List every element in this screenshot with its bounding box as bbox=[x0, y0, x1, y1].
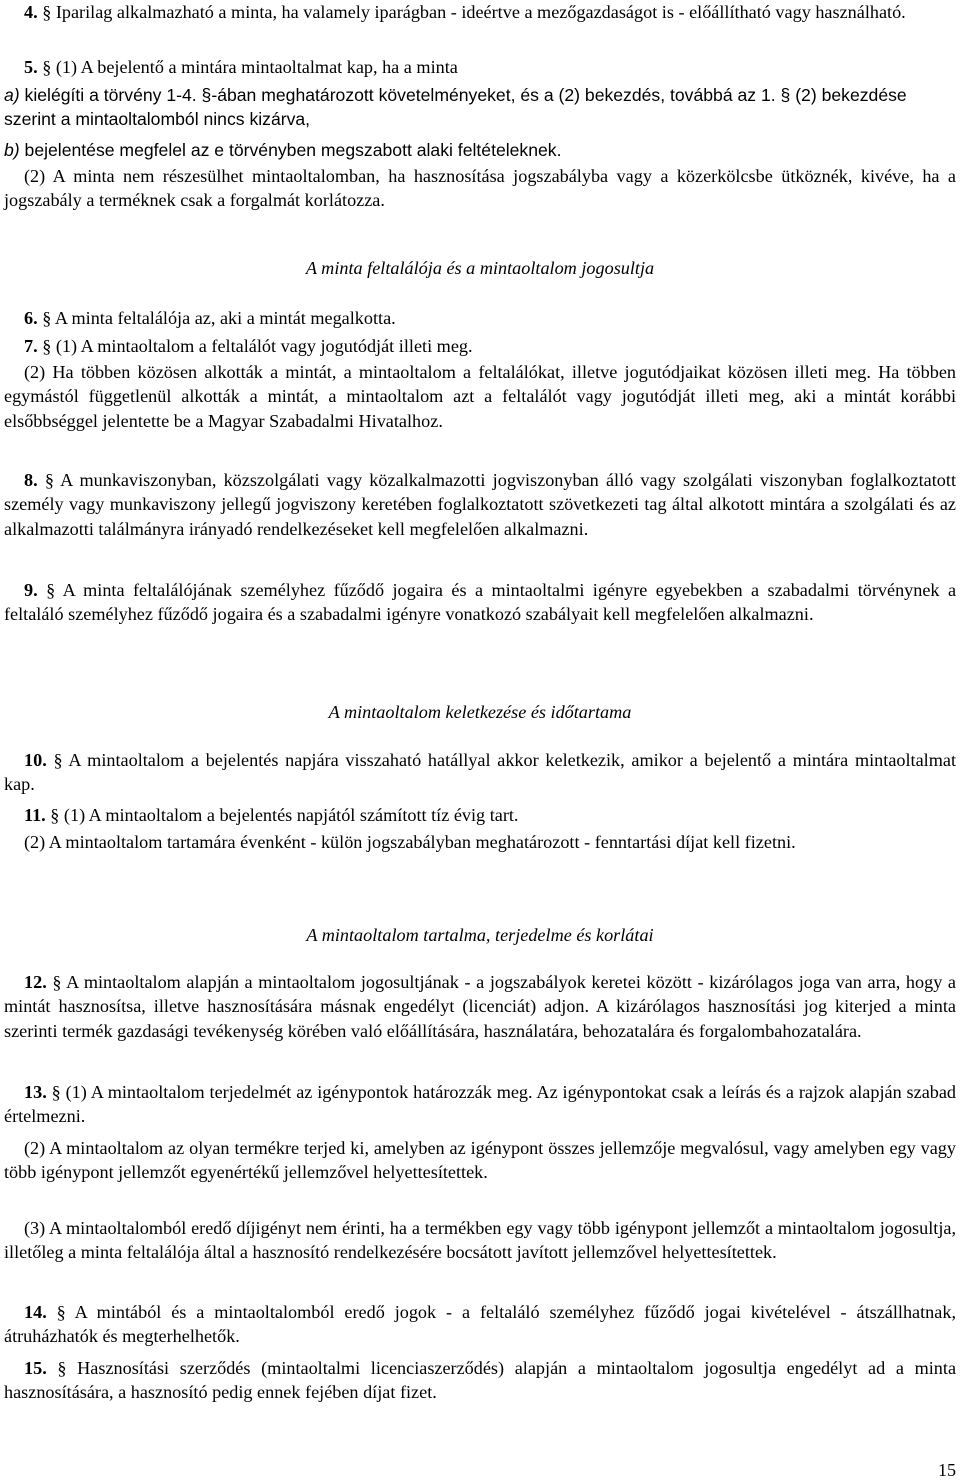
section-4 bbox=[4, 0, 956, 24]
section-text: (2) A mintaoltalom tartamára évenként - külön jogszabályban meghatározott - fenntartási díjat kell fizetni. bbox=[24, 832, 796, 852]
section-7-2 bbox=[4, 360, 956, 433]
section-10 bbox=[4, 748, 956, 797]
section-sign: § bbox=[46, 580, 56, 600]
section-text: A mintaoltalom a bejelentés napjára visszaható hatállyal akkor keletkezik, amikor a bejelentő a mintára mintaoltalmat kap. bbox=[4, 750, 957, 795]
section-sign: § bbox=[56, 1302, 66, 1322]
section-text: (1) A bejelentő a mintára mintaoltalmat kap, ha a minta bbox=[55, 57, 458, 77]
heading-inventor: A minta feltalálója és a mintaoltalom jogosultja bbox=[305, 258, 655, 278]
section-sign: § bbox=[42, 57, 52, 77]
heading-content-scope-limits: A mintaoltalom tartalma, terjedelme és korlátai bbox=[306, 925, 654, 945]
point-letter: b) bbox=[4, 140, 20, 160]
section-number: 13. bbox=[24, 1082, 47, 1102]
section-number: 8. bbox=[24, 470, 38, 490]
section-number: 10. bbox=[24, 750, 47, 770]
section-text: A mintaoltalom alapján a mintaoltalom jogosultjának - a jogszabályok keretei között - kizárólagos joga van arra, hogy a mintát hasznosítsa, illetve hasznosítására másnak engedélyt (licenciát) adjon. A kizárólagos hasznosítási jog kiterjed a minta szerinti termék gazdasági tevékenység körében való előállítására, használatára, behozatalára és forgalombahozatalára. bbox=[4, 972, 957, 1041]
section-number: 11. bbox=[24, 805, 46, 825]
section-sign: § bbox=[42, 336, 52, 356]
section-5-1 bbox=[4, 55, 956, 79]
section-5-a bbox=[4, 83, 956, 132]
section-sign: § bbox=[51, 1082, 61, 1102]
section-sign: § bbox=[42, 308, 52, 328]
section-text: A mintából és a mintaoltalomból eredő jogok - a feltaláló személyhez fűződő jogai kivételével - átszállhatnak, átruházhatók és megterhelhetők. bbox=[4, 1302, 956, 1347]
section-sign: § bbox=[53, 750, 63, 770]
section-number: 12. bbox=[24, 972, 47, 992]
section-number: 15. bbox=[24, 1358, 47, 1378]
section-number: 5. bbox=[24, 57, 38, 77]
section-sign: § bbox=[52, 972, 62, 992]
section-number: 4. bbox=[24, 2, 38, 22]
section-15 bbox=[4, 1356, 956, 1405]
section-sign: § bbox=[44, 470, 54, 490]
section-text: A minta feltalálójának személyhez fűződő jogaira és a mintaoltalmi igényre egyebekben a szabadalmi törvénynek a feltaláló személyhez fűződő jogaira és a szabadalmi igényre vonatkozó szabályait kell megfelelően alkalmazni. bbox=[4, 580, 957, 625]
section-text: (3) A mintaoltalomból eredő díjigényt nem érinti, ha a termékben egy vagy több igénypont jellemzőt a mintaoltalom jogosultja, illetőleg a minta feltalálója által a hasznosító rendelkezésére bocsátott javított jellemzővel helyettesítettek. bbox=[4, 1218, 956, 1263]
section-5-b bbox=[4, 138, 956, 162]
page-number: 15 bbox=[938, 1460, 956, 1480]
section-text: (1) A mintaoltalom a feltalálót vagy jogutódját illeti meg. bbox=[55, 336, 473, 356]
section-5-2 bbox=[4, 164, 956, 213]
section-text: (2) Ha többen közösen alkották a mintát, a mintaoltalom a feltalálókat, illetve jogutódjaikat közösen illeti meg. Ha többen egymástól függetlenül alkották a mintát, a mintaoltalom azt a feltalálót vagy jogutódját illeti meg, aki a mintát korábbi elsőbbséggel jelentette be a Magyar Szabadalmi Hivatalhoz. bbox=[4, 362, 956, 431]
section-number: 7. bbox=[24, 336, 38, 356]
section-12 bbox=[4, 970, 956, 1043]
section-11-1 bbox=[4, 803, 956, 827]
section-text: A minta feltalálója az, aki a mintát megalkotta. bbox=[54, 308, 396, 328]
section-number: 9. bbox=[24, 580, 38, 600]
section-9 bbox=[4, 578, 956, 627]
section-13-3 bbox=[4, 1216, 956, 1265]
section-text: (2) A minta nem részesülhet mintaoltalomban, ha hasznosítása jogszabályba vagy a közerkölcsbe ütköznék, kivéve, ha a jogszabály a terméknek csak a forgalmát korlátozza. bbox=[4, 166, 956, 211]
section-text: Iparilag alkalmazható a minta, ha valamely iparágban - ideértve a mezőgazdaságot is - előállítható vagy használható. bbox=[55, 2, 906, 22]
point-text: kielégíti a törvény 1-4. §-ában meghatározott követelményeket, és a (2) bekezdés, továbbá az 1. § (2) bekezdése szerint a mintaoltalomból nincs kizárva, bbox=[4, 85, 907, 130]
section-text: Hasznosítási szerződés (mintaoltalmi licenciaszerződés) alapján a mintaoltalom jogosultja engedélyt ad a minta hasznosítására, a hasznosító pedig ennek fejében díjat fizet. bbox=[4, 1358, 957, 1403]
section-text: (1) A mintaoltalom terjedelmét az igénypontok határozzák meg. Az igénypontokat csak a leírás és a rajzok alapján szabad értelmezni. bbox=[4, 1082, 957, 1127]
section-13-1 bbox=[4, 1080, 956, 1129]
section-text: A munkaviszonyban, közszolgálati vagy közalkalmazotti jogviszonyban álló vagy szolgálati viszonyban foglalkoztatott személy vagy munkaviszony jellegű jogviszony keretében foglalkoztatott szövetkezeti tag által alkotott mintára a szolgálati és az alkalmazotti találmányra irányadó rendelkezéseket kell megfelelően alkalmazni. bbox=[4, 470, 957, 539]
section-text: (1) A mintaoltalom a bejelentés napjától számított tíz évig tart. bbox=[63, 805, 519, 825]
heading-creation-duration: A mintaoltalom keletkezése és időtartama bbox=[328, 702, 632, 722]
section-7-1 bbox=[4, 334, 956, 358]
section-sign: § bbox=[57, 1358, 67, 1378]
section-number: 6. bbox=[24, 308, 38, 328]
point-letter: a) bbox=[4, 85, 20, 105]
section-11-2 bbox=[4, 830, 956, 854]
section-13-2 bbox=[4, 1136, 956, 1185]
point-text: bejelentése megfelel az e törvényben megszabott alaki feltételeknek. bbox=[24, 140, 562, 160]
section-6 bbox=[4, 306, 956, 330]
section-text: (2) A mintaoltalom az olyan termékre terjed ki, amelyben az igénypont összes jellemzője megvalósul, vagy amelyben egy vagy több igénypont jellemzőt egyenértékű jellemzővel helyettesítettek. bbox=[4, 1138, 956, 1183]
section-number: 14. bbox=[24, 1302, 47, 1322]
section-sign: § bbox=[42, 2, 52, 22]
section-8 bbox=[4, 468, 956, 541]
section-14 bbox=[4, 1300, 956, 1349]
section-sign: § bbox=[50, 805, 60, 825]
